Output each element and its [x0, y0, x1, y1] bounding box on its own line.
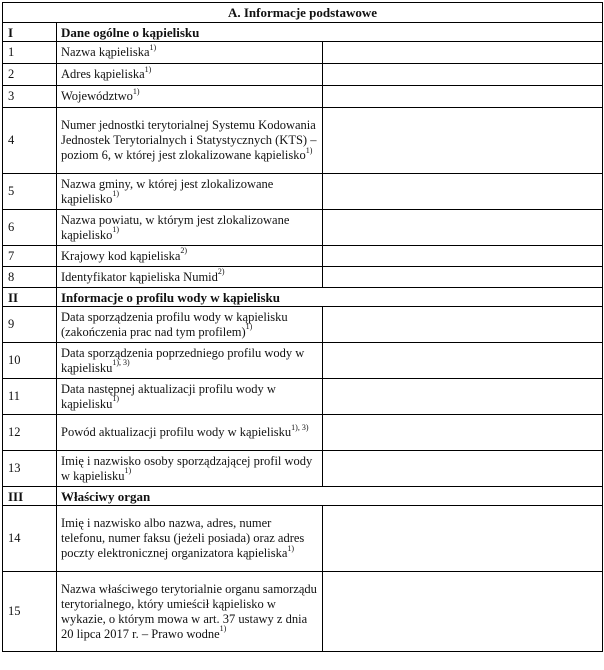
table-row	[3, 86, 603, 108]
row-label: Numer jednostki terytorialnej Systemu Kodowania Jednostek Terytorialnych i Statystycznych (KTS) – poziom 6, w której jest zlokalizowane kąpielisko$^{1)}$	[57, 108, 323, 174]
row-label: Data sporządzenia poprzedniego profilu wody w kąpielisku$^{1), 3)}$	[57, 343, 323, 379]
table-row	[3, 415, 603, 451]
table-row	[3, 210, 603, 246]
row-number: 3	[3, 86, 57, 108]
row-value-cell[interactable]	[323, 267, 603, 288]
row-label: Data następnej aktualizacji profilu wody w kąpielisku$^{1)}$	[57, 379, 323, 415]
row-label: Imię i nazwisko osoby sporządzającej profil wody w kąpielisku$^{1)}$	[57, 451, 323, 487]
row-value-cell[interactable]	[323, 572, 603, 652]
section-title: Dane ogólne o kąpielisku	[57, 23, 603, 42]
row-value-cell[interactable]	[323, 174, 603, 210]
table-row	[3, 246, 603, 267]
row-number: 14	[3, 506, 57, 572]
section-row	[3, 288, 603, 307]
row-number: 12	[3, 415, 57, 451]
footnote-ref: 1)	[112, 189, 120, 199]
section-row	[3, 487, 603, 506]
row-label: Nazwa powiatu, w którym jest zlokalizowane kąpielisko$^{1)}$	[57, 210, 323, 246]
row-value-cell[interactable]	[323, 42, 603, 64]
row-value-cell[interactable]	[323, 415, 603, 451]
footnote-ref: 1)	[124, 466, 132, 476]
row-value-cell[interactable]	[323, 307, 603, 343]
section-title: Właściwy organ	[57, 487, 603, 506]
footnote-ref: 1)	[112, 394, 120, 404]
footnote-ref: 1)	[219, 624, 227, 634]
table-row	[3, 506, 603, 572]
table-row	[3, 307, 603, 343]
row-number: 9	[3, 307, 57, 343]
row-label: Adres kąpieliska$^{1)}$	[57, 64, 323, 86]
row-number: 4	[3, 108, 57, 174]
footnote-ref: 1), 3)	[291, 422, 309, 432]
section-title: Informacje o profilu wody w kąpielisku	[57, 288, 603, 307]
row-value-cell[interactable]	[323, 86, 603, 108]
footnote-ref: 1)	[287, 543, 295, 553]
table-row	[3, 64, 603, 86]
table-row	[3, 379, 603, 415]
row-label: Nazwa gminy, w której jest zlokalizowane kąpielisko$^{1)}$	[57, 174, 323, 210]
footnote-ref: 1)	[144, 64, 152, 74]
footnote-ref: 1)	[132, 86, 140, 96]
row-number: 10	[3, 343, 57, 379]
table-row	[3, 267, 603, 288]
footnote-ref: 1), 3)	[112, 358, 130, 368]
row-label: Nazwa kąpieliska$^{1)}$	[57, 42, 323, 64]
row-label: Powód aktualizacji profilu wody w kąpielisku$^{1), 3)}$	[57, 415, 323, 451]
footnote-ref: 1)	[245, 322, 253, 332]
row-label: Identyfikator kąpieliska Numid$^{2)}$	[57, 267, 323, 288]
footnote-ref: 2)	[217, 267, 225, 277]
table-row	[3, 42, 603, 64]
table-title-row	[3, 3, 603, 23]
section-number: II	[3, 288, 57, 307]
footnote-ref: 1)	[305, 145, 313, 155]
row-number: 15	[3, 572, 57, 652]
table-row	[3, 451, 603, 487]
row-value-cell[interactable]	[323, 210, 603, 246]
row-value-cell[interactable]	[323, 451, 603, 487]
row-value-cell[interactable]	[323, 246, 603, 267]
row-label: Krajowy kod kąpieliska$^{2)}$	[57, 246, 323, 267]
row-value-cell[interactable]	[323, 343, 603, 379]
row-number: 5	[3, 174, 57, 210]
section-row	[3, 23, 603, 42]
row-value-cell[interactable]	[323, 64, 603, 86]
table-title: A. Informacje podstawowe	[3, 3, 603, 23]
footnote-ref: 2)	[180, 246, 188, 256]
basic-info-table	[2, 2, 603, 652]
row-value-cell[interactable]	[323, 506, 603, 572]
section-number: III	[3, 487, 57, 506]
table-row	[3, 572, 603, 652]
row-number: 6	[3, 210, 57, 246]
row-value-cell[interactable]	[323, 108, 603, 174]
table-row	[3, 108, 603, 174]
row-number: 2	[3, 64, 57, 86]
row-label: Nazwa właściwego terytorialnie organu samorządu terytorialnego, który umieścił kąpielisko w wykazie, o którym mowa w art. 37 ustawy z dnia 20 lipca 2017 r. – Prawo wodne$^{1)}$	[57, 572, 323, 652]
row-value-cell[interactable]	[323, 379, 603, 415]
section-number: I	[3, 23, 57, 42]
row-number: 1	[3, 42, 57, 64]
row-label: Data sporządzenia profilu wody w kąpielisku (zakończenia prac nad tym profilem)$^{1)}$	[57, 307, 323, 343]
table-row	[3, 343, 603, 379]
footnote-ref: 1)	[149, 42, 157, 52]
row-label: Województwo$^{1)}$	[57, 86, 323, 108]
row-number: 8	[3, 267, 57, 288]
row-label: Imię i nazwisko albo nazwa, adres, numer telefonu, numer faksu (jeżeli posiada) oraz adres poczty elektronicznej organizatora kąpieliska$^{1)}$	[57, 506, 323, 572]
row-number: 7	[3, 246, 57, 267]
footnote-ref: 1)	[112, 225, 120, 235]
table-row	[3, 174, 603, 210]
row-number: 13	[3, 451, 57, 487]
row-number: 11	[3, 379, 57, 415]
